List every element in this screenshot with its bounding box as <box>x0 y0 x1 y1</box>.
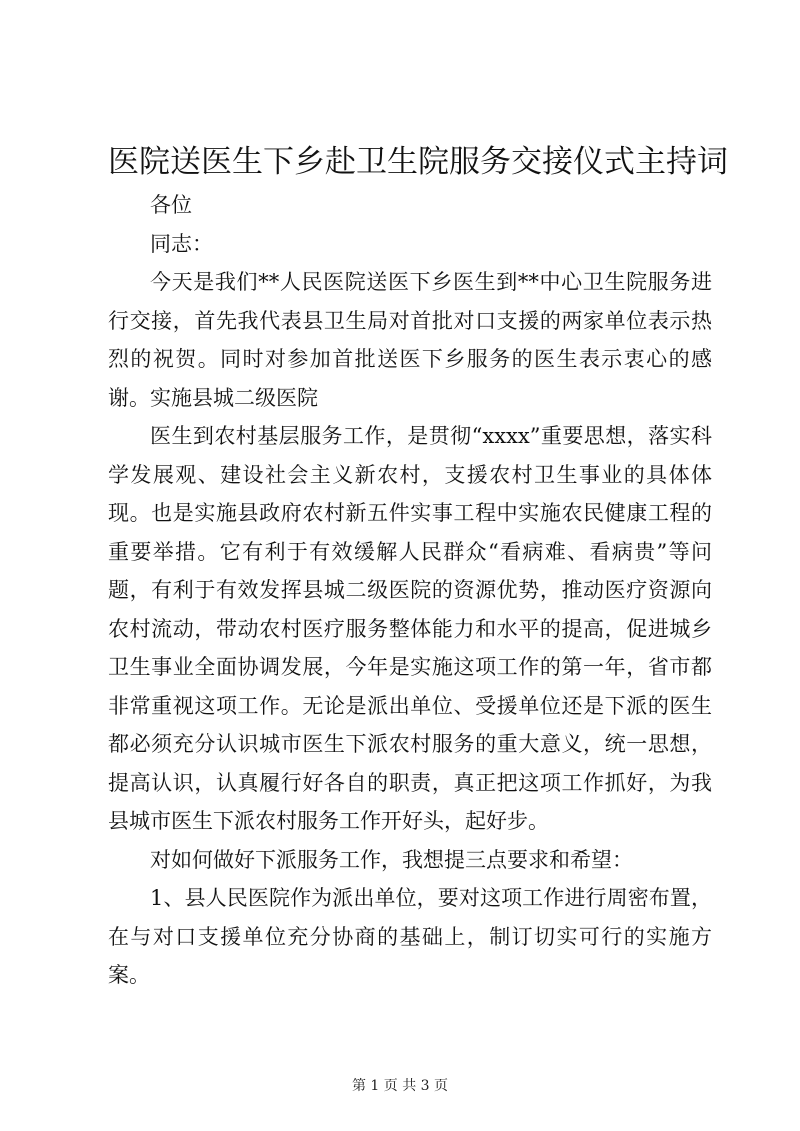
paragraph-1: 今天是我们**人民医院送医下乡医生到**中心卫生院服务进行交接，首先我代表县卫生局对首批对口支援的两家单位表示热烈的祝贺。同时对参加首批送医下乡服务的医生表示衷心的感谢。实施县城二级医院 <box>108 270 712 410</box>
document-title: 医院送医生下乡赴卫生院服务交接仪式主持词 <box>108 144 728 180</box>
paragraph-3: 对如何做好下派服务工作，我想提三点要求和希望： <box>150 847 633 872</box>
page-footer: 第 1 页 共 3 页 <box>351 1078 449 1094</box>
paragraph-2: 医生到农村基层服务工作，是贯彻“xxxx”重要思想，落实科学发展观、建设社会主义新农村，支援农村卫生事业的具体体现。也是实施县政府农村新五件实事工程中实施农民健康工程的重要举措。它有利于有效缓解人民群众“看病难、看病贵”等问题，有利于有效发挥县城二级医院的资源优势，推动医疗资源向农村流动，带动农村医疗服务整体能力和水平的提高，促进城乡卫生事业全面协调发展，今年是实施这项工作的第一年，省市都非常重视这项工作。无论是派出单位、受援单位还是下派的医生都必须充分认识城市医生下派农村服务的重大意义，统一思想，提高认识，认真履行好各自的职责，真正把这项工作抓好，为我县城市医生下派农村服务工作开好头，起好步。 <box>108 424 712 833</box>
document-body <box>108 186 712 995</box>
salutation-line-1: 各位 <box>150 193 192 217</box>
salutation-line-2: 同志： <box>150 231 213 256</box>
paragraph-4: 1、县人民医院作为派出单位，要对这项工作进行周密布置，在与对口支援单位充分协商的基础上，制订切实可行的实施方案。 <box>108 886 712 987</box>
